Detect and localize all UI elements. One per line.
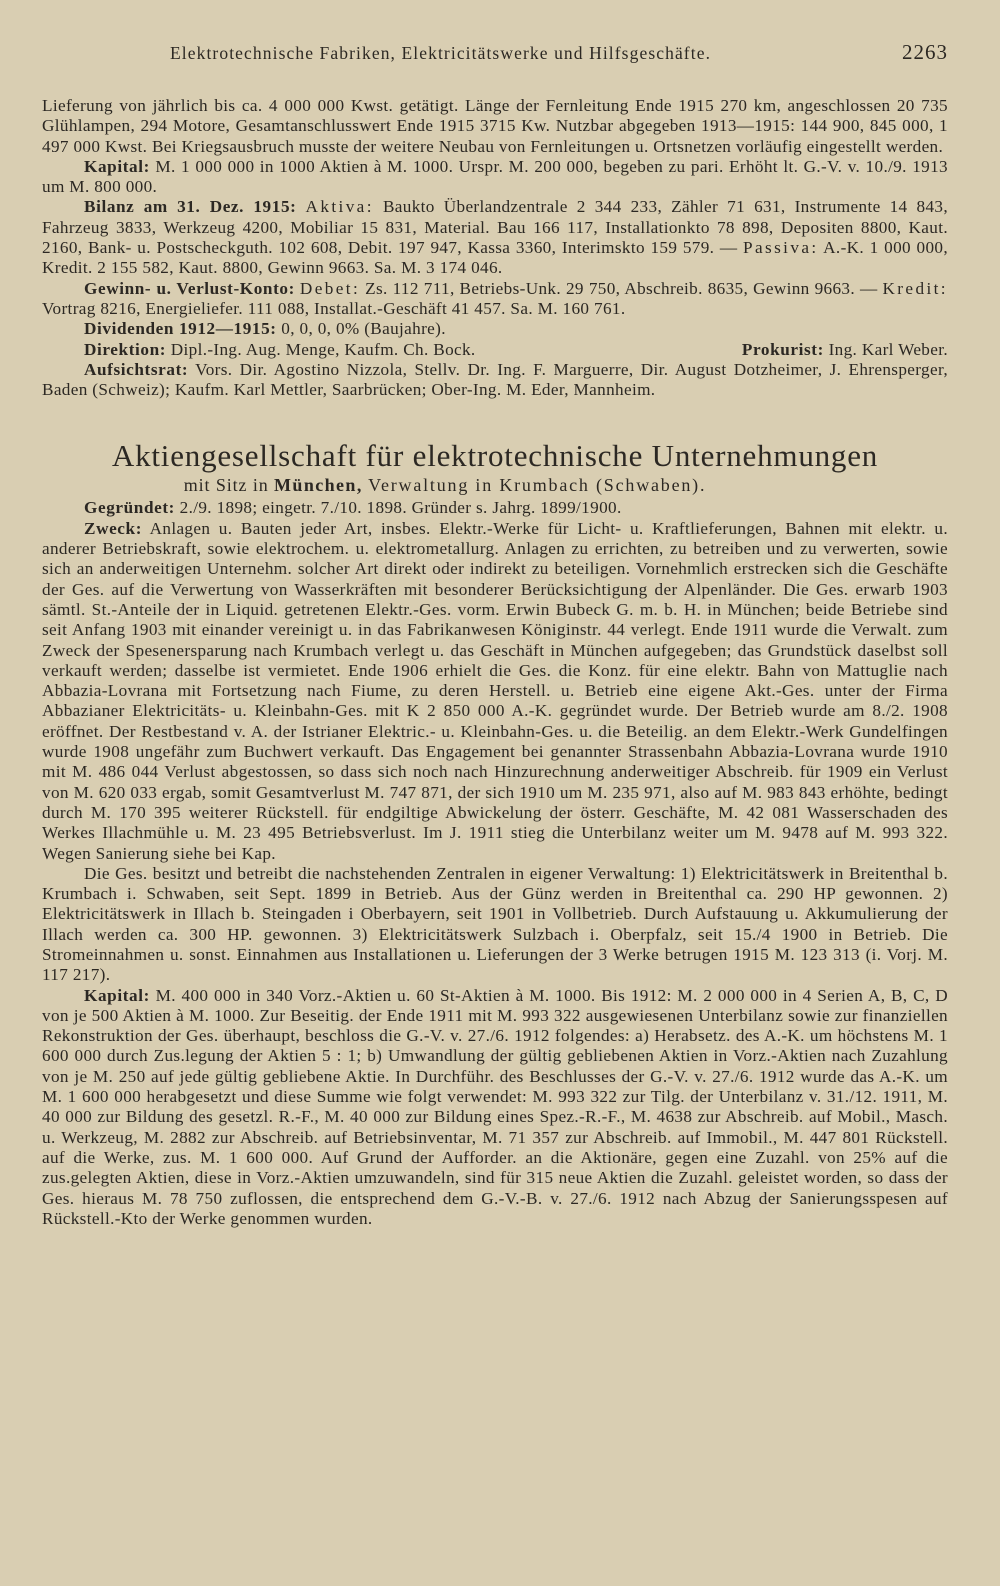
kapital-label: Kapital: [84,156,150,176]
bilanz-label: Bilanz am 31. Dez. 1915: [84,197,297,217]
zweck-label: Zweck: [84,518,143,538]
direktion [42,340,476,360]
guv-debet-text: Zs. 112 711, Betriebs-Unk. 29 750, Abschreib. 8635, Gewinn 9663. — [365,278,878,298]
prev-dividenden [42,319,948,339]
prokurist-label: Prokurist: [741,339,824,359]
company-kapital-label: Kapital: [84,985,150,1005]
dividenden-text: 0, 0, 0, 0% (Baujahre). [281,319,446,339]
gegruendet [42,498,948,518]
zweck [42,519,948,864]
page-number: 2263 [902,40,948,64]
gegruendet-text: 2./9. 1898; eingetr. 7./10. 1898. Gründer s. Jahrg. 1899/1900. [179,498,622,518]
aufsichtsrat-label: Aufsichtsrat: [84,359,189,379]
company-title: Aktiengesellschaft für elektrotechnische Unternehmungen [111,438,879,474]
guv-label: Gewinn- u. Verlust-Konto: [84,278,295,298]
guv-kredit-label: Kredit: [882,278,948,298]
kapital [42,986,948,1230]
zweck-text: Anlagen u. Bauten jeder Art, insbes. Elektr.-Werke für Licht- u. Kraftlieferungen, Bahnen mit elektr. u. anderer Betriebskraft, sowie elektrochem. u. elektrometallurg. Anlagen zu errichten, zu betreiben und zu verwerten, sowie sich an anderweitigen Unternehm. solcher Art direkt oder indirekt zu beteiligen. Vornehmlich erstrecken sich die Geschäfte der Ges. auf die Verwertung von Wasserkräften mit besonderer Berücksichtigung der Alpenländer. Die Ges. erwarb 1903 sämtl. St.-Anteile der in Liquid. getretenen Elektr.-Ges. vorm. Erwin Bubeck G. m. b. H. in München; beide Betriebe sind seit Anfang 1903 mit einander vereinigt u. in das Fabrikanwesen Königinstr. 44 verlegt. Ende 1911 wurde die Verwalt. zum Zweck der Spesenersparung nach Krumbach verlegt u. das Geschäft in München aufgegeben; das Grundstück daselbst soll verkauft werden; dasselbe ist vermietet. Ende 1906 erhielt die Ges. die Konz. für eine elektr. Bahn von Mattuglie nach Abbazia-Lovrana mit Fortsetzung nach Fiume, zu deren Herstell. u. Betrieb eine eigene Akt.-Ges. unter der Firma Abbazianer Elektricitäts- u. Kleinbahn-Ges. mit K 2 850 000 A.-K. gegründet wurde. Der Betrieb wurde am 8./2. 1908 eröffnet. Der Restbestand v. A. der Istrianer Elektric.- u. Kleinbahn-Ges. u. die Beteilig. an dem Elektr.-Werk Gundelfingen wurde 1908 ungefähr zum Buchwert verkauft. Das Engagement bei genannter Strassenbahn Abbazia-Lovrana wurde 1910 mit M. 486 044 Verlust abgestossen, so dass sich noch nach Hinzurechnung anderweitiger Abschreib. für 1909 ein Verlust von M. 620 033 ergab, somit Gesamtverlust M. 747 871, der sich 1910 um M. 235 971, also auf M. 983 843 erhöhte, bedingt durch M. 170 395 weiterer Rückstell. für endgiltige Abwickelung der österr. Geschäfte, M. 42 081 Wasserschaden des Werkes Illachmühle u. M. 23 495 Betriebsverlust. Im J. 1911 stieg die Unterbilanz weiter um M. 9478 auf M. 993 322. Wegen Sanierung siehe bei Kap. [42,518,949,863]
bilanz-aktiva-label: Aktiva: [305,197,374,217]
dividenden-label: Dividenden 1912—1915: [84,319,277,339]
guv-kredit-text: Vortrag 8216, Energieliefer. 111 088, Installat.-Geschäft 41 457. Sa. M. 160 761. [42,298,626,318]
gegruendet-label: Gegründet: [84,498,175,518]
prev-kapital [42,157,948,198]
bilanz-passiva-text: A.-K. 1 000 000, Kredit. 2 155 582, Kaut. 8800, Gewinn 9663. Sa. M. 3 174 046. [42,238,948,278]
company-kapital-text: M. 400 000 in 340 Vorz.-Aktien u. 60 St-Aktien à M. 1000. Bis 1912: M. 2 000 000 in 4 Serien A, B, C, D von je 500 Aktien à M. 1000. Zur Beseitig. der Ende 1911 mit M. 993 322 ausgewiesenen Unterbilanz sowie zur finanziellen Rekonstruktion der Ges. überhaupt, beschloss die G.-V. v. 27./6. 1912 folgendes: a) Herabsetz. des A.-K. um höchstens M. 1 600 000 durch Zus.legung der Aktien 5 : 1; b) Umwandlung der gültig gebliebenen Aktien in Vorz.-Aktien nach Zuzahlung von je M. 250 auf jede gültig gebliebene Aktie. In Durchführ. des Beschlusses der G.-V. v. 27./6. 1912 wurde das A.-K. um M. 1 600 000 herabgesetzt und diese Summe wie folgt verwendet: M. 993 322 zur Tilg. der Unterbilanz v. 31./12. 1911, M. 40 000 zur Bildung des gesetzl. R.-F., M. 40 000 zur Bildung eines Spez.-R.-F., M. 4638 zur Abschreib. auf Mobil., Masch. u. Werkzeug, M. 2882 zur Abschreib. auf Betriebsinventar, M. 71 357 zur Abschreib. auf Immobil., M. 447 801 Rückstell. auf die Werke, zus. M. 1 600 000. Auf Grund der Aufforder. an die Aktionäre, gegen eine Zuzahl. von 25% auf die zus.gelegten Aktien, diese in Vorz.-Aktien umzuwandeln, sind für 315 neue Aktien die Zuzahl. geleistet worden, so dass der Ges. hieraus M. 78 750 zuflossen, die entsprechend dem G.-V.-B. v. 27./6. 1912 nach Abzug der Sanierungsspesen auf Rückstell.-Kto der Werke genommen wurden. [42,985,948,1228]
bilanz-passiva-label: Passiva: [743,238,819,258]
prev-direktion-row [42,340,948,360]
zentralen: Die Ges. besitzt und betreibt die nachstehenden Zentralen in eigener Verwaltung: 1) Elektricitätswerk in Breitenthal b. Krumbach i. Schwaben, seit Sept. 1899 in Betrieb. Aus der Günz werden in Breitenthal ca. 290 HP gewonnen. 2) Elektricitätswerk in Illach b. Steingaden i Oberbayern, seit 1901 in Vollbetrieb. Durch Aufstauung u. Akkumulierung der Illach werden ca. 300 HP. gewonnen. 3) Elektricitätswerk Sulzbach i. Oberpfalz, seit 15./4 1900 in Betrieb. Die Stromeinnahmen u. sonst. Einnahmen aus Installationen u. Lieferungen der 3 Werke betrugen 1915 M. 123 313 (i. Vorj. M. 117 217). [42,863,948,985]
running-title: Elektrotechnische Fabriken, Elektricitätswerke und Hilfsgeschäfte. [170,43,712,63]
direktion-text: Dipl.-Ing. Aug. Menge, Kaufm. Ch. Bock. [170,339,476,359]
prev-bilanz [42,197,948,278]
seat-prefix: mit Sitz in [183,475,269,496]
page-header [170,40,948,76]
prokurist [700,340,948,360]
company-seat [0,474,948,496]
prev-aufsichtsrat [42,360,948,401]
prokurist-text: Ing. Karl Weber. [828,339,948,359]
bilanz-aktiva-text: Baukto Überlandzentrale 2 344 233, Zähler 71 631, Instrumente 14 843, Fahrzeug 3833, Werkzeug 4200, Mobiliar 15 831, Material. Bau 166 117, Installationkto 78 898, Depositen 8800, Kaut. 2160, Bank- u. Postscheckguth. 102 608, Debit. 197 947, Kassa 3360, Interimskto 159 579. — [42,197,949,258]
seat-city: München, [274,475,363,496]
prev-company-intro: Lieferung von jährlich bis ca. 4 000 000 Kwst. getätigt. Länge der Fernleitung Ende 1915 270 km, angeschlossen 20 735 Glühlampen, 294 Motore, Gesamtanschlusswert Ende 1915 3715 Kw. Nutzbar abgegeben 1913—1915: 144 900, 845 000, 1 497 000 Kwst. Bei Kriegsausbruch musste der weitere Neubau von Fernleitungen u. Ortsnetzen vorläufig eingestellt werden. [42,96,948,156]
kapital-text: M. 1 000 000 in 1000 Aktien à M. 1000. Urspr. M. 200 000, begeben zu pari. Erhöht lt. G.-V. v. 10./9. 1913 um M. 800 000. [42,156,948,197]
seat-administration: Verwaltung in Krumbach (Schwaben). [368,475,707,496]
direktion-label: Direktion: [84,339,167,359]
guv-debet-label: Debet: [299,278,361,298]
prev-guv [42,279,948,320]
aufsichtsrat-text: Vors. Dir. Agostino Nizzola, Stellv. Dr. Ing. F. Marguerre, Dir. August Dotzheimer, J. Ehrensperger, Baden (Schweiz); Kaufm. Karl Mettler, Saarbrücken; Ober-Ing. M. Eder, Mannheim. [42,359,948,400]
